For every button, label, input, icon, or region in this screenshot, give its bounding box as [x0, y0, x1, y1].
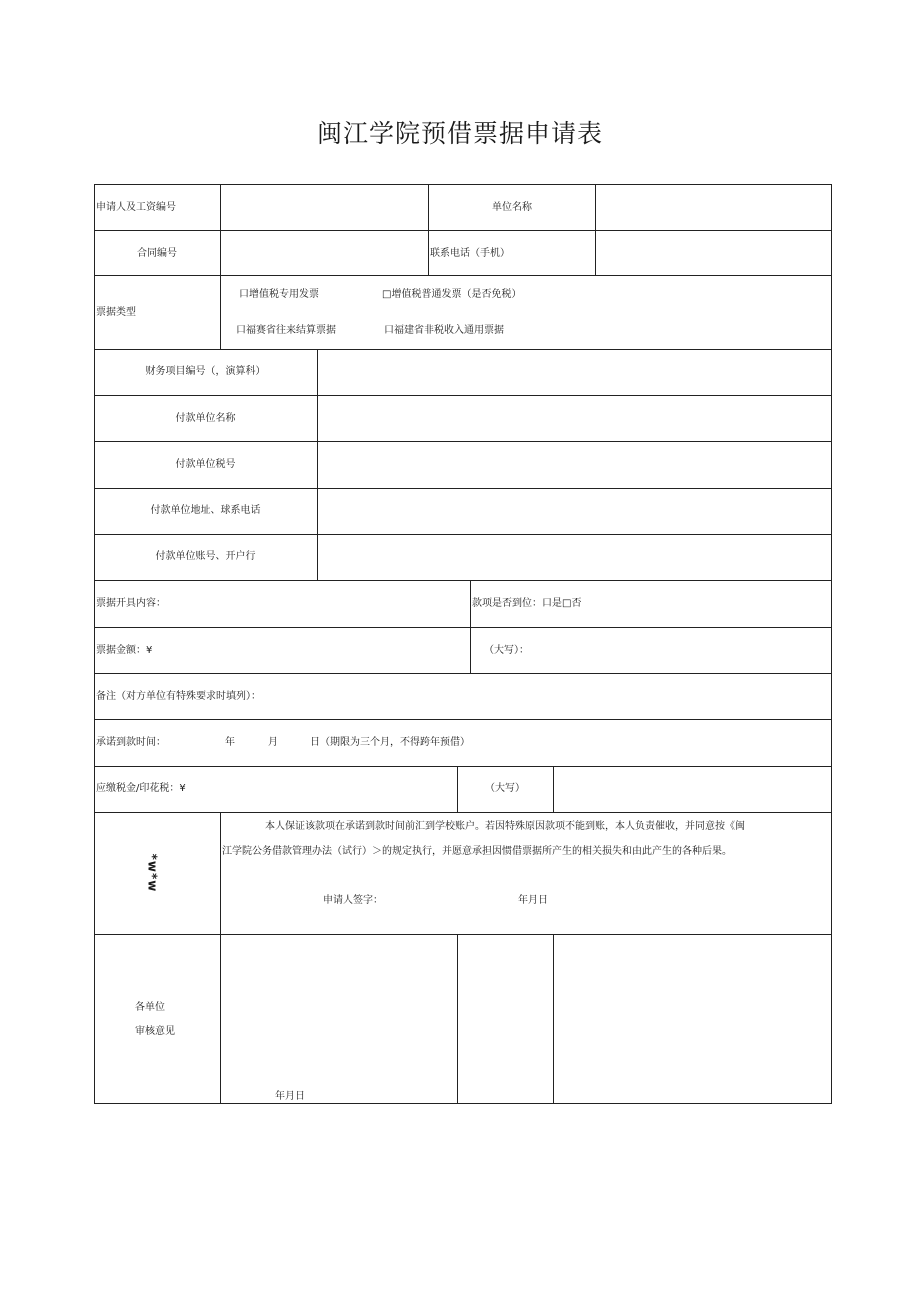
- project-no-label: 财务项目编号（，演算科）: [145, 366, 266, 377]
- column-divider: [595, 184, 596, 275]
- payer-address-field[interactable]: [319, 490, 831, 533]
- promise-month-label: 月: [268, 737, 278, 748]
- review-label-line1: 各单位: [135, 1002, 165, 1013]
- vat-general-invoice-option[interactable]: □增值税普通发票（是否免税）: [382, 289, 522, 300]
- phone-label: 联系电话（手机）: [430, 248, 510, 259]
- ticket-type-label: 票据类型: [96, 307, 136, 318]
- contract-no-label: 合同编号: [137, 248, 177, 259]
- payer-name-field[interactable]: [319, 397, 831, 440]
- promise-year-label: 年: [225, 737, 235, 748]
- column-divider: [553, 766, 554, 812]
- row-divider: [94, 441, 832, 442]
- fujian-settlement-receipt-option[interactable]: 口福赛省往来结算票据: [236, 325, 336, 336]
- row-divider: [94, 627, 832, 628]
- payer-account-field[interactable]: [319, 536, 831, 579]
- row-divider: [94, 488, 832, 489]
- application-form-table: [94, 184, 832, 1104]
- row-divider: [94, 349, 832, 350]
- row-divider: [94, 275, 832, 276]
- row-divider: [94, 719, 832, 720]
- unit-name-label: 单位名称: [492, 202, 532, 213]
- page-title: 闽江学院预借票据申请表: [316, 119, 603, 148]
- fujian-nontax-receipt-option[interactable]: 口福建省非税收入通用票据: [384, 325, 504, 336]
- applicant-field[interactable]: [221, 186, 427, 229]
- tax-uppercase-label: （大写）: [485, 783, 525, 794]
- row-divider: [94, 230, 832, 231]
- unit-name-field[interactable]: [597, 186, 831, 229]
- pledge-date-label: 年月日: [518, 895, 548, 906]
- row-divider: [94, 812, 832, 813]
- project-no-field[interactable]: [319, 351, 831, 394]
- tax-label: 应缴税金/印花税：¥: [96, 783, 186, 794]
- row-divider: [94, 766, 832, 767]
- column-divider: [317, 349, 318, 580]
- review-label-line2: 审核意见: [135, 1026, 175, 1037]
- contract-no-field[interactable]: [221, 232, 427, 274]
- payer-account-label: 付款单位账号、开户行: [155, 551, 256, 562]
- payment-arrived-label[interactable]: 款项是否到位：口是□否: [472, 598, 582, 609]
- row-divider: [94, 580, 832, 581]
- promise-day-note: 日（期限为三个月，不得跨年预借）: [310, 737, 470, 748]
- column-divider: [220, 812, 221, 1104]
- column-divider: [470, 580, 471, 673]
- review-date-label: 年月日: [275, 1091, 305, 1102]
- rotated-stamp-text: *w*w: [145, 853, 160, 893]
- pledge-text-line2: 江学院公务借款管理办法（试行）＞的规定执行，并愿意承担因惯借票据所产生的相关损失和由此产生的各种后果。: [222, 846, 732, 857]
- column-divider: [553, 934, 554, 1104]
- tax-uppercase-field[interactable]: [555, 768, 831, 811]
- remark-label: 备注（对方单位有特殊要求时填列）：: [96, 691, 261, 702]
- applicant-signature-label: 申请人签字：: [323, 895, 383, 906]
- pledge-text-line1: 本人保证该款项在承诺到款时间前汇到学校账户。若因特殊原因款项不能到账，本人负责催收，并同意按《闽: [265, 821, 745, 832]
- promise-date-label: 承诺到款时间：: [96, 737, 166, 748]
- payer-tax-label: 付款单位税号: [175, 459, 236, 470]
- applicant-label: 申请人及工资编号: [96, 202, 176, 213]
- column-divider: [428, 184, 429, 275]
- vat-special-invoice-option[interactable]: 口增值税专用发票: [239, 289, 319, 300]
- row-divider: [94, 673, 832, 674]
- review-opinion-field[interactable]: [222, 936, 456, 1096]
- payer-address-label: 付款单位地址、球系电话: [150, 505, 261, 516]
- phone-field[interactable]: [597, 232, 831, 274]
- row-divider: [94, 395, 832, 396]
- column-divider: [457, 934, 458, 1104]
- payer-name-label: 付款单位名称: [175, 413, 236, 424]
- payer-tax-field[interactable]: [319, 443, 831, 487]
- row-divider: [94, 934, 832, 935]
- amount-uppercase-label: （大写）：: [484, 645, 529, 656]
- row-divider: [94, 534, 832, 535]
- amount-label: 票据金额：¥: [96, 645, 153, 656]
- content-label: 票据开具内容：: [96, 598, 166, 609]
